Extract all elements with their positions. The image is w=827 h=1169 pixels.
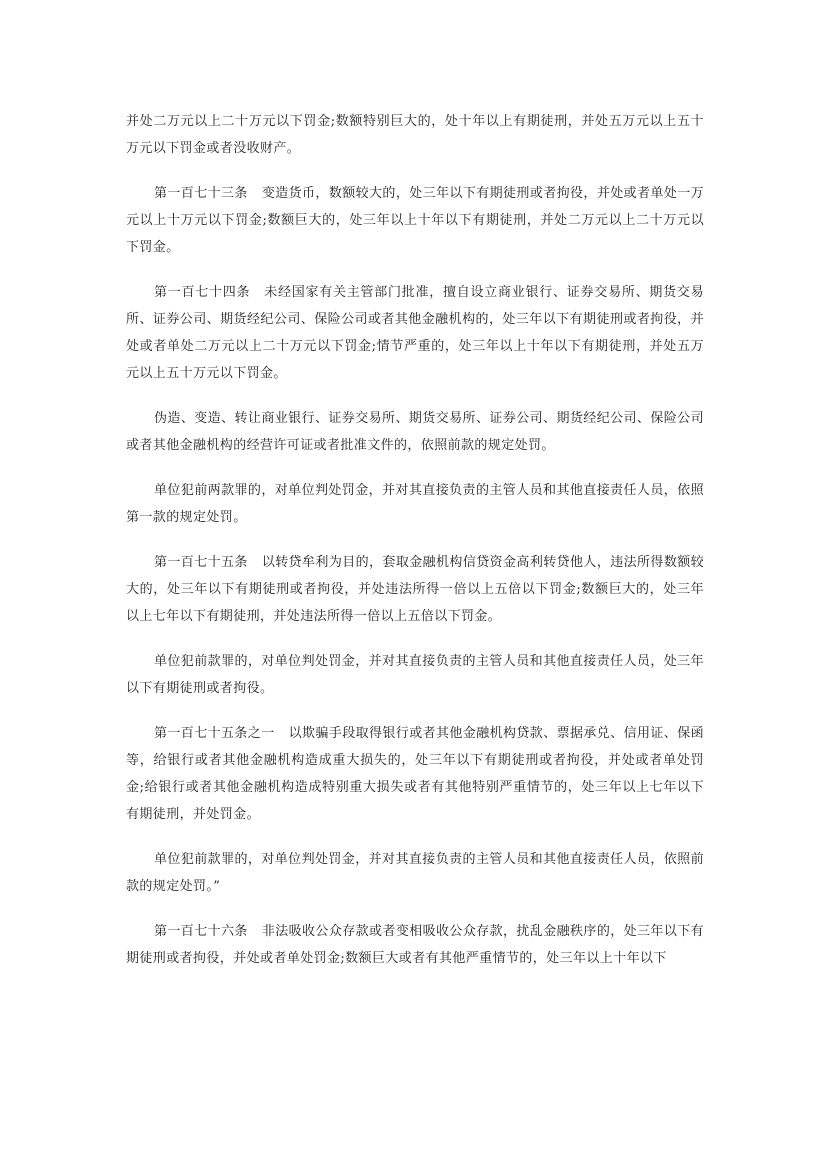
paragraph-article-174: [126, 279, 704, 387]
article-number: 第一百七十三条: [154, 186, 248, 201]
document-body: [126, 108, 704, 990]
article-number: 第一百七十五条之一: [154, 726, 275, 741]
paragraph-article-175-1: [126, 720, 704, 828]
paragraph-text: 未经国家有关主管部门批准，擅自设立商业银行、证券交易所、期货交易所、证券公司、期货经纪公司、保险公司或者其他金融机构的，处三年以下有期徒刑或者拘役，并处或者单处二万元以上二十万元以下罚金;情节严重的，处三年以上十年以下有期徒刑，并处五万元以上五十万元以下罚金。: [126, 285, 704, 381]
paragraph-continuation: [126, 108, 704, 162]
article-number: 第一百七十四条: [154, 285, 251, 300]
paragraph-text: 以欺骗手段取得银行或者其他金融机构贷款、票据承兑、信用证、保函等，给银行或者其他金融机构造成重大损失的，处三年以下有期徒刑或者拘役，并处或者单处罚金;给银行或者其他金融机构造成特别重大损失或者有其他特别严重情节的，处三年以上七年以下有期徒刑，并处罚金。: [126, 726, 705, 822]
paragraph-article-175: [126, 549, 704, 630]
article-number: 第一百七十六条: [154, 924, 248, 939]
paragraph-text: 单位犯前款罪的，对单位判处罚金，并对其直接负责的主管人员和其他直接责任人员，依照前款的规定处罚。”: [126, 852, 704, 894]
paragraph-text: 单位犯前款罪的，对单位判处罚金，并对其直接负责的主管人员和其他直接责任人员，处三年以下有期徒刑或者拘役。: [126, 654, 704, 696]
article-number: 第一百七十五条: [154, 555, 248, 570]
paragraph-article-173: [126, 180, 704, 261]
paragraph-article-175-1-clause-2: [126, 846, 704, 900]
paragraph-text: 单位犯前两款罪的，对单位判处罚金，并对其直接负责的主管人员和其他直接责任人员，依照第一款的规定处罚。: [126, 483, 704, 525]
paragraph-text: 非法吸收公众存款或者变相吸收公众存款，扰乱金融秩序的，处三年以下有期徒刑或者拘役，并处或者单处罚金;数额巨大或者有其他严重情节的，处三年以上十年以下: [126, 924, 705, 966]
paragraph-article-176: [126, 918, 704, 972]
paragraph-text: 伪造、变造、转让商业银行、证券交易所、期货交易所、证券公司、期货经纪公司、保险公司或者其他金融机构的经营许可证或者批准文件的，依照前款的规定处罚。: [126, 411, 704, 453]
paragraph-article-174-clause-2: [126, 405, 704, 459]
paragraph-text: 以转贷牟利为目的，套取金融机构信贷资金高利转贷他人，违法所得数额较大的，处三年以下有期徒刑或者拘役，并处违法所得一倍以上五倍以下罚金;数额巨大的，处三年以上七年以下有期徒刑，并处违法所得一倍以上五倍以下罚金。: [126, 555, 705, 624]
paragraph-article-175-clause-2: [126, 648, 704, 702]
paragraph-article-174-clause-3: [126, 477, 704, 531]
paragraph-text: 变造货币，数额较大的，处三年以下有期徒刑或者拘役，并处或者单处一万元以上十万元以下罚金;数额巨大的，处三年以上十年以下有期徒刑，并处二万元以上二十万元以下罚金。: [126, 186, 705, 255]
paragraph-text: 并处二万元以上二十万元以下罚金;数额特别巨大的，处十年以上有期徒刑，并处五万元以上五十万元以下罚金或者没收财产。: [126, 114, 704, 156]
